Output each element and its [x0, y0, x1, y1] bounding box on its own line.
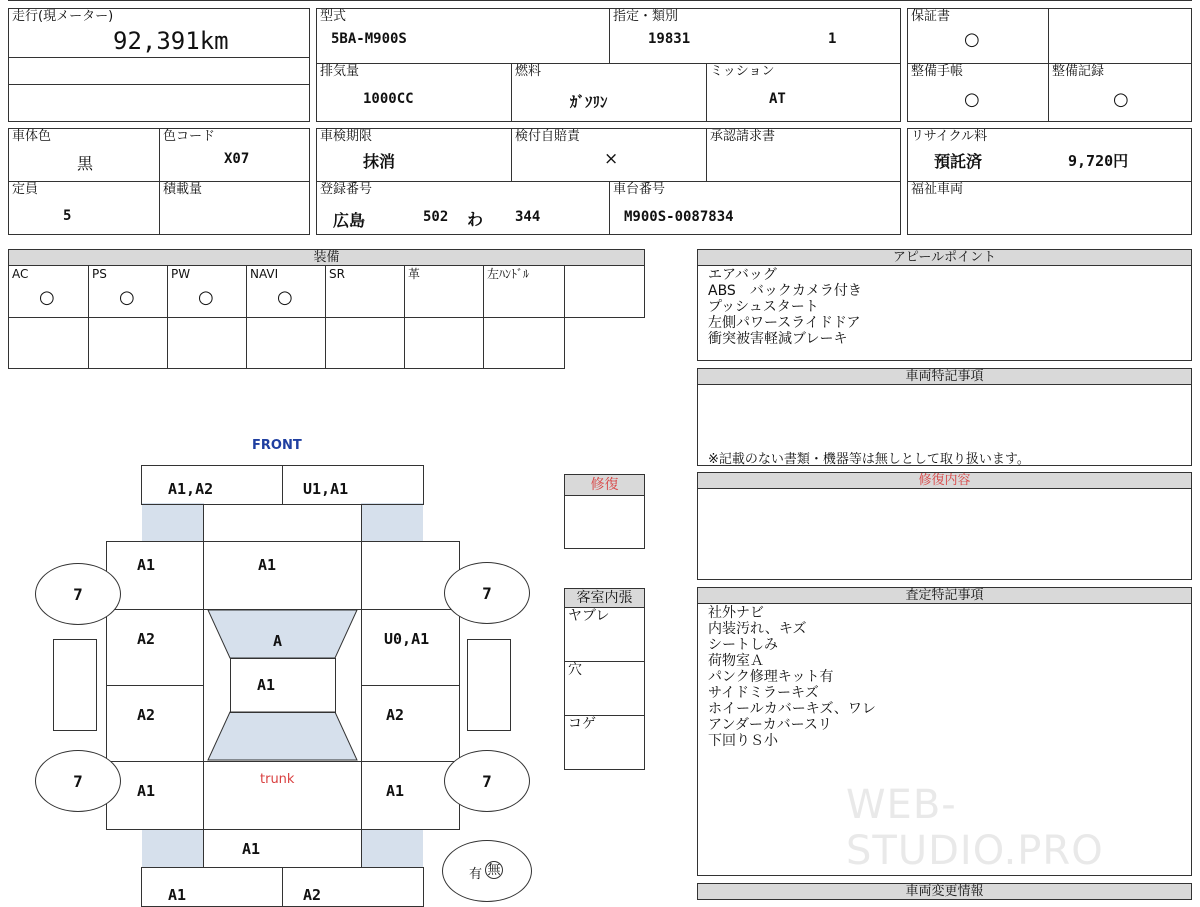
- spare-tire: [442, 840, 532, 902]
- insurance-cell: [511, 128, 707, 182]
- insurance-value: ×: [604, 149, 619, 169]
- equip-blank-1: [8, 317, 89, 369]
- mileage-label: 走行(現メーター): [12, 9, 114, 24]
- repair-box: [697, 488, 1192, 580]
- appeal-text: エアバッグ ABS バックカメラ付き プッシュスタート 左側パワースライドドア 衝突被害軽減ブレーキ: [708, 267, 862, 347]
- equip-blank-4: [246, 317, 326, 369]
- trunk-label: trunk: [260, 772, 295, 787]
- equip-ac: [8, 265, 89, 318]
- equip-ps: [88, 265, 168, 318]
- color-code-label: 色コード: [163, 129, 216, 144]
- registration-class: 502: [423, 209, 449, 225]
- rear-right-door-grade: A2: [386, 706, 405, 724]
- trunk-area: [203, 761, 362, 830]
- color-code-cell: [159, 128, 310, 182]
- warranty-extra-cell: [1048, 8, 1192, 64]
- fuel-cell: [511, 63, 707, 122]
- appeal-title: アピールポイント: [697, 249, 1192, 266]
- registration-label: 登録番号: [320, 182, 373, 197]
- maint-record-label: 整備記録: [1052, 64, 1105, 79]
- repair-side-box: [564, 495, 645, 549]
- windshield-glass: [208, 610, 357, 658]
- rear-glass: [208, 712, 357, 760]
- equip-ac-circle-icon: ○: [39, 287, 55, 308]
- category-value: 1: [828, 31, 837, 47]
- front-right-door: [361, 609, 460, 686]
- rear-panel: [203, 829, 362, 868]
- fuel-value: ｶﾞｿﾘﾝ: [570, 93, 608, 111]
- inspection-cell: [316, 128, 512, 182]
- maint-book-label: 整備手帳: [911, 64, 964, 79]
- equip-pw: [167, 265, 247, 318]
- maint-book-cell: [907, 63, 1049, 122]
- equip-extra-1: [564, 265, 645, 318]
- approval-cell: [706, 128, 901, 182]
- roof: [230, 658, 336, 713]
- welfare-cell: [907, 181, 1192, 235]
- warranty-label: 保証書: [911, 9, 951, 24]
- c-pillar-right: [361, 829, 423, 867]
- displacement-cell: [316, 63, 512, 122]
- front-left-fender: [106, 541, 204, 610]
- interior-burn: [564, 715, 645, 770]
- front-left-fender-grade: A1: [137, 556, 156, 574]
- windshield-grade: A: [273, 632, 283, 650]
- equip-left-handle: [483, 265, 565, 318]
- fuel-label: 燃料: [515, 64, 542, 79]
- front-label: FRONT: [252, 438, 302, 453]
- capacity-value: 5: [63, 208, 72, 224]
- displacement-label: 排気量: [320, 64, 360, 79]
- rear-right-door: [361, 685, 460, 762]
- registration-cell: [316, 181, 610, 235]
- equip-navi: [246, 265, 326, 318]
- tire-rear-right: 7: [444, 750, 530, 812]
- rear-bumper-left: [141, 867, 283, 907]
- equip-blank-5: [325, 317, 405, 369]
- equip-leather-label: 革: [408, 267, 421, 281]
- equip-sr: [325, 265, 405, 318]
- chassis-value: M900S-0087834: [624, 209, 734, 225]
- maint-book-circle-icon: ○: [964, 89, 980, 110]
- spare-no-label: 無: [485, 861, 503, 879]
- front-gap-lines: [203, 504, 362, 542]
- rear-bumper-right: [282, 867, 424, 907]
- recycle-label: リサイクル料: [911, 129, 988, 144]
- rear-bumper-left-grade: A1: [168, 886, 187, 904]
- front-left-door-grade: A2: [137, 630, 156, 648]
- recycle-status: 預託済: [934, 152, 983, 171]
- rear-bumper-right-grade: A2: [303, 886, 322, 904]
- notes-title: 車両特記事項: [697, 368, 1192, 385]
- chassis-label: 車台番号: [613, 182, 666, 197]
- c-pillar-left: [142, 829, 204, 867]
- registration-number: 344: [515, 209, 541, 225]
- welfare-label: 福祉車両: [911, 182, 964, 197]
- assessment-title: 査定特記事項: [697, 587, 1192, 604]
- warranty-cell: [907, 8, 1049, 64]
- equip-ps-circle-icon: ○: [119, 287, 135, 308]
- equip-ac-label: AC: [12, 267, 29, 281]
- capacity-label: 定員: [12, 182, 39, 197]
- interior-hole-label: 穴: [568, 662, 582, 678]
- front-left-door: [106, 609, 204, 686]
- a-pillar-right: [361, 503, 423, 541]
- mission-label: ミッション: [710, 64, 775, 79]
- equip-pw-label: PW: [171, 267, 191, 281]
- designation-value: 19831: [648, 31, 691, 47]
- assessment-box: [697, 603, 1192, 876]
- model-label: 型式: [320, 9, 347, 24]
- mileage-blank-1: [8, 57, 310, 85]
- front-bumper-left: [141, 465, 283, 505]
- equip-blank-2: [88, 317, 168, 369]
- equip-pw-circle-icon: ○: [198, 287, 214, 308]
- equip-blank-3: [167, 317, 247, 369]
- right-mirror: [467, 639, 511, 731]
- appeal-box: [697, 265, 1192, 361]
- capacity-cell: [8, 181, 160, 235]
- front-bumper-right-grade: U1,A1: [303, 480, 349, 498]
- inspection-value: 抹消: [363, 152, 396, 171]
- equip-ps-label: PS: [92, 267, 107, 281]
- repair-side-title: 修復: [564, 474, 645, 496]
- interior-title: 客室内張: [564, 588, 645, 608]
- assessment-text: 社外ナビ 内装汚れ、キズ シートしみ 荷物室Ａ パンク修理キット有 サイドミラーキズ ホイールカバーキズ、ワレ アンダーカバースリ 下回りＳ小: [708, 605, 876, 749]
- maint-record-circle-icon: ○: [1113, 89, 1129, 110]
- registration-kana: わ: [467, 210, 484, 229]
- hood: [203, 541, 362, 610]
- model-value: 5BA-M900S: [331, 31, 407, 47]
- notes-box: [697, 384, 1192, 466]
- watermark: WEB-STUDIO.PRO: [846, 782, 1104, 874]
- repair-title: 修復内容: [697, 472, 1192, 489]
- load-cell: [159, 181, 310, 235]
- tire-front-left: 7: [35, 563, 121, 625]
- color-code-value: X07: [224, 151, 250, 167]
- maint-record-cell: [1048, 63, 1192, 122]
- recycle-amount: 9,720円: [1068, 152, 1129, 170]
- rear-right-quarter-grade: A1: [386, 782, 405, 800]
- approval-label: 承認請求書: [710, 129, 776, 144]
- recycle-cell: [907, 128, 1192, 182]
- equip-blank-7: [483, 317, 565, 369]
- equip-sr-label: SR: [329, 267, 345, 281]
- mission-cell: [706, 63, 901, 122]
- equip-left-handle-label: 左ﾊﾝﾄﾞﾙ: [487, 267, 530, 281]
- notes-footer: ※記載のない書類・機器等は無しとして取り扱います。: [708, 452, 1030, 467]
- top-edge-line: [8, 0, 1192, 3]
- rear-left-door-grade: A2: [137, 706, 156, 724]
- equipment-grid: [8, 265, 645, 369]
- rear-left-quarter: [106, 761, 204, 830]
- roof-grade: A1: [257, 676, 276, 694]
- interior-tear: [564, 607, 645, 662]
- interior-burn-label: コゲ: [568, 716, 596, 732]
- equip-navi-circle-icon: ○: [277, 287, 293, 308]
- front-bumper-left-grade: A1,A2: [168, 480, 214, 498]
- chassis-cell: [609, 181, 901, 235]
- front-bumper-right: [282, 465, 424, 505]
- warranty-circle-icon: ○: [964, 29, 980, 50]
- equip-navi-label: NAVI: [250, 267, 279, 281]
- inspection-label: 車検期限: [320, 129, 373, 144]
- a-pillar-left: [142, 503, 204, 541]
- color-label: 車体色: [12, 129, 52, 144]
- front-right-door-grade: U0,A1: [384, 630, 430, 648]
- spare-yes-label: 有: [469, 867, 483, 882]
- rear-left-quarter-grade: A1: [137, 782, 156, 800]
- mileage-cell: [8, 8, 310, 58]
- hood-grade: A1: [258, 556, 277, 574]
- interior-tear-label: ヤブレ: [568, 608, 610, 624]
- interior-hole: [564, 661, 645, 716]
- load-label: 積載量: [163, 182, 203, 197]
- color-value: 黒: [77, 154, 94, 173]
- rear-panel-grade: A1: [242, 840, 261, 858]
- displacement-value: 1000CC: [363, 91, 414, 107]
- mission-value: AT: [769, 91, 786, 107]
- designation-label: 指定・類別: [613, 9, 679, 24]
- equip-blank-6: [404, 317, 484, 369]
- mileage-blank-2: [8, 84, 310, 122]
- insurance-label: 検付自賠責: [515, 129, 581, 144]
- color-cell: [8, 128, 160, 182]
- mileage-value: 92,391km: [113, 27, 229, 55]
- registration-area: 広島: [333, 211, 366, 230]
- left-mirror: [53, 639, 97, 731]
- model-cell: [316, 8, 610, 64]
- tire-rear-left: 7: [35, 750, 121, 812]
- tire-front-right: 7: [444, 562, 530, 624]
- rear-left-door: [106, 685, 204, 762]
- equip-leather: [404, 265, 484, 318]
- changes-title: 車両変更情報: [697, 883, 1192, 900]
- designation-cell: [609, 8, 901, 64]
- equipment-title: 装備: [8, 249, 645, 266]
